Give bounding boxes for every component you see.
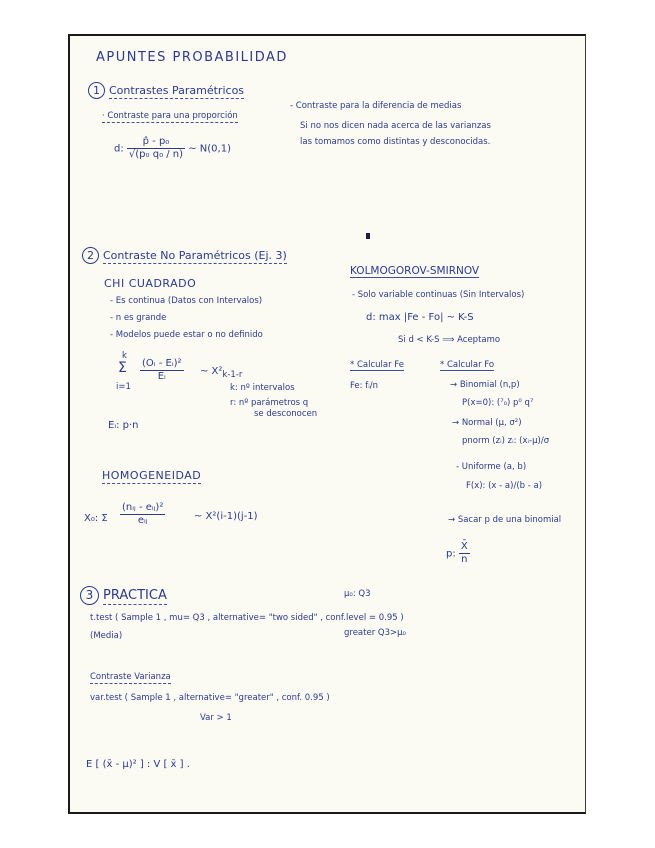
ink-mark [366,233,370,239]
r-note-line-1: r: nº parámetros q [230,398,309,408]
var-test-command: var.test ( Sample 1 , alternative= "greater" , conf. 0.95 ) [90,693,330,703]
ei-formula: Eᵢ: p·n [108,420,139,431]
homogeneity-title: HOMOGENEIDAD [102,469,202,482]
section-2-heading: 2 Contraste No Paramétricos (Ej. 3) [82,247,287,264]
chi-item: - Es continua (Datos con Intervalos) [110,296,263,306]
chi-item: - Modelos puede estar o no definido [110,330,263,340]
fe-label: * Calcular Fe [350,360,404,370]
section-3-heading: 3 PRACTICA [80,586,167,605]
fo-label: * Calcular Fo [440,360,495,370]
ks-statistic: d: max |Fe - Fo| ~ K-S [366,312,474,323]
proportion-label: · Contraste para una proporción [102,111,238,121]
chi-distribution: ~ $X^2_{k-1-r}$ [200,366,243,380]
sum-symbol: Σ [118,360,127,376]
chi-item: - n es grande [110,313,167,323]
means-text-line-2: las tomamos como distintas y desconocidas. [300,137,491,147]
means-text-line-1: Si no nos dicen nada acerca de las varianzas [300,121,491,131]
homogeneity-lhs: X₀: Σ [84,513,108,524]
mu-note: μ₀: Q3 [344,589,371,599]
proportion-formula: d: $\frac{\text{p̂ - p₀}}{\text{√(p₀ q₀ / n)}}$ ~ N(0,1) [114,136,231,160]
formula-fraction: $\frac{\text{p̂ - p₀}}{\text{√(p₀ q₀ / n)}}$ [128,136,184,160]
chi-formula-fraction: $\frac{\text{(Oᵢ - Eᵢ)²}}{\text{Eᵢ}}$ [142,358,182,382]
fe-formula: Fe: fᵢ/n [350,381,378,391]
binomial-formula: P(x=0): (⁷₀) p⁰ q⁷ [462,398,534,408]
p-estimate-formula: p: $\frac{X̄}{n}$ [446,541,468,565]
pnorm-formula: pnorm (zᵢ) zᵢ: (xᵢ-μ)/σ [462,436,550,446]
binomial-label: → Binomial (n,p) [450,380,520,390]
media-note: (Media) [90,631,123,641]
section-number: 3 [80,586,99,605]
uniform-formula: F(x): (x - a)/(b - a) [466,481,543,491]
r-note-line-2: se desconocen [254,409,318,419]
var-note: Var > 1 [200,713,232,723]
expectation-formula: E [ (x̄ - μ)² ] : V [ x̄ ] . [86,759,190,770]
means-label: - Contraste para la diferencia de medias [290,101,462,111]
homogeneity-distribution: ~ X²(i-1)(j-1) [194,511,258,522]
sum-upper-limit: k [122,351,127,361]
k-note: k: nº intervalos [230,383,295,393]
ks-condition: Si d < K-S ⟹ Aceptamo [398,335,501,345]
section-1-heading: 1 Contrastes Paramétricos [88,82,244,99]
normal-label: → Normal (μ, σ²) [452,418,522,428]
ks-item: - Solo variable continuas (Sin Intervalos) [352,290,525,300]
chi-square-title: CHI CUADRADO [104,277,197,290]
ks-title: KOLMOGOROV-SMIRNOV [350,265,480,277]
t-test-command: t.test ( Sample 1 , mu= Q3 , alternative= "two sided" , conf.level = 0.95 ) [90,613,404,623]
page-title: APUNTES PROBABILIDAD [96,50,288,65]
uniform-label: - Uniforme (a, b) [456,462,527,472]
sum-lower-limit: i=1 [116,382,131,392]
section-number: 1 [88,82,105,99]
greater-note: greater Q3>μ₀ [344,628,406,638]
homogeneity-fraction: $\frac{\text{(nᵢⱼ - eᵢⱼ)²}}{\text{eᵢⱼ}}$ [122,502,164,526]
section-number: 2 [82,247,99,264]
variance-label: Contraste Varianza [90,672,171,682]
binomial-p-note: → Sacar p de una binomial [448,515,562,525]
